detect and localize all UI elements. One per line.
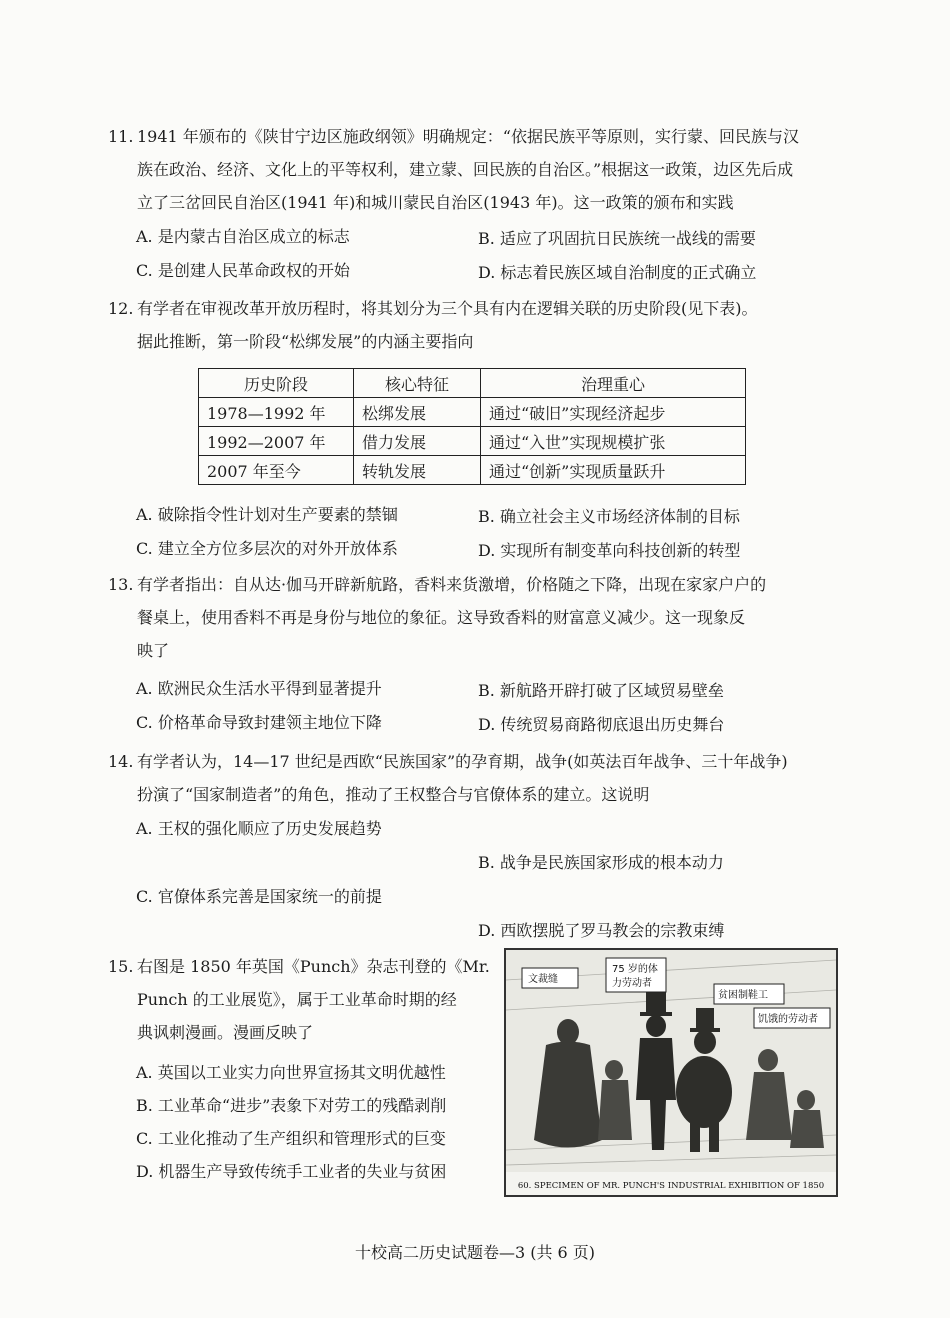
option-c[interactable]: C. 价格革命导致封建领主地位下降	[136, 713, 382, 732]
page-footer: 十校高二历史试题卷—3 (共 6 页)	[354, 1243, 596, 1262]
question-number: 11.	[108, 127, 134, 146]
option-b[interactable]: B. 战争是民族国家形成的根本动力	[478, 853, 724, 872]
option-d[interactable]: D. 实现所有制变革向科技创新的转型	[478, 541, 741, 560]
table-cell: 2007 年至今	[199, 456, 354, 485]
table-cell: 1992—2007 年	[199, 427, 354, 456]
option-c[interactable]: C. 官僚体系完善是国家统一的前提	[136, 887, 382, 906]
option-b[interactable]: B. 新航路开辟打破了区域贸易壁垒	[478, 681, 724, 700]
option-a[interactable]: A. 王权的强化顺应了历史发展趋势	[136, 819, 382, 838]
option-a[interactable]: A. 英国以工业实力向世界宣扬其文明优越性	[136, 1063, 446, 1082]
cartoon-label: 贫困制鞋工	[718, 990, 768, 1001]
question-stem: 右图是 1850 年英国《Punch》杂志刊登的《Mr. Punch 的工业展览》，属于工业革命时期的经 典讽刺漫画。漫画反映了	[137, 957, 490, 1042]
cartoon-label: 75 岁的体	[612, 964, 658, 975]
option-c[interactable]: C. 工业化推动了生产组织和管理形式的巨变	[136, 1129, 446, 1148]
question-number: 15.	[108, 957, 134, 976]
table-cell: 1978—1992 年	[199, 398, 354, 427]
table-cell: 转轨发展	[354, 456, 481, 485]
table-header: 历史阶段	[199, 369, 354, 398]
punch-cartoon	[504, 948, 838, 1197]
question-stem: 1941 年颁布的《陕甘宁边区施政纲领》明确规定：“依据民族平等原则，实行蒙、回民族与汉 族在政治、经济、文化上的平等权利，建立蒙、回民族的自治区。”根据这一政策，边区先后成 立了三岔回民自治区(1941 年)和城川蒙民自治区(1943 年)。这一政策的颁布和实践	[137, 127, 799, 212]
table-header: 治理重心	[481, 369, 746, 398]
option-a[interactable]: A. 破除指令性计划对生产要素的禁锢	[136, 505, 398, 524]
option-b[interactable]: B. 确立社会主义市场经济体制的目标	[478, 507, 740, 526]
table-row	[199, 398, 746, 427]
cartoon-label: 力劳动者	[612, 978, 652, 989]
option-d[interactable]: D. 机器生产导致传统手工业者的失业与贫困	[136, 1162, 447, 1181]
cartoon-illustration	[506, 950, 836, 1195]
question-stem: 有学者指出：自从达·伽马开辟新航路，香料来货激增，价格随之下降，出现在家家户户的 餐桌上，使用香料不再是身份与地位的象征。这导致香料的财富意义减少。这一现象反 映了	[137, 575, 767, 660]
cartoon-label: 文裁缝	[528, 974, 558, 985]
option-a[interactable]: A. 欧洲民众生活水平得到显著提升	[136, 679, 382, 698]
question-stem: 有学者在审视改革开放历程时，将其划分为三个具有内在逻辑关联的历史阶段(见下表)。 据此推断，第一阶段“松绑发展”的内涵主要指向	[137, 299, 758, 351]
option-d[interactable]: D. 传统贸易商路彻底退出历史舞台	[478, 715, 725, 734]
option-d[interactable]: D. 西欧摆脱了罗马教会的宗教束缚	[478, 921, 725, 940]
table-cell: 通过“破旧”实现经济起步	[481, 398, 746, 427]
question-number: 13.	[108, 575, 134, 594]
option-b[interactable]: B. 适应了巩固抗日民族统一战线的需要	[478, 229, 756, 248]
table-header: 核心特征	[354, 369, 481, 398]
table-row	[199, 427, 746, 456]
option-b[interactable]: B. 工业革命“进步”表象下对劳工的残酷剥削	[136, 1096, 447, 1115]
table-cell: 通过“入世”实现规模扩张	[481, 427, 746, 456]
option-c[interactable]: C. 建立全方位多层次的对外开放体系	[136, 539, 398, 558]
stages-table	[198, 368, 746, 485]
option-d[interactable]: D. 标志着民族区域自治制度的正式确立	[478, 263, 757, 282]
table-cell: 松绑发展	[354, 398, 481, 427]
table-cell: 通过“创新”实现质量跃升	[481, 456, 746, 485]
table-header-row	[199, 369, 746, 398]
table-row	[199, 456, 746, 485]
question-number: 12.	[108, 299, 134, 318]
cartoon-label: 饥饿的劳动者	[758, 1014, 818, 1025]
question-stem: 有学者认为，14—17 世纪是西欧“民族国家”的孕育期，战争(如英法百年战争、三十年战争) 扮演了“国家制造者”的角色，推动了王权整合与官僚体系的建立。这说明	[137, 752, 788, 804]
cartoon-caption: 60. SPECIMEN OF MR. PUNCH'S INDUSTRIAL EXHIBITION OF 1850	[517, 1181, 825, 1191]
table-cell: 借力发展	[354, 427, 481, 456]
option-a[interactable]: A. 是内蒙古自治区成立的标志	[136, 227, 350, 246]
question-number: 14.	[108, 752, 134, 771]
option-c[interactable]: C. 是创建人民革命政权的开始	[136, 261, 350, 280]
